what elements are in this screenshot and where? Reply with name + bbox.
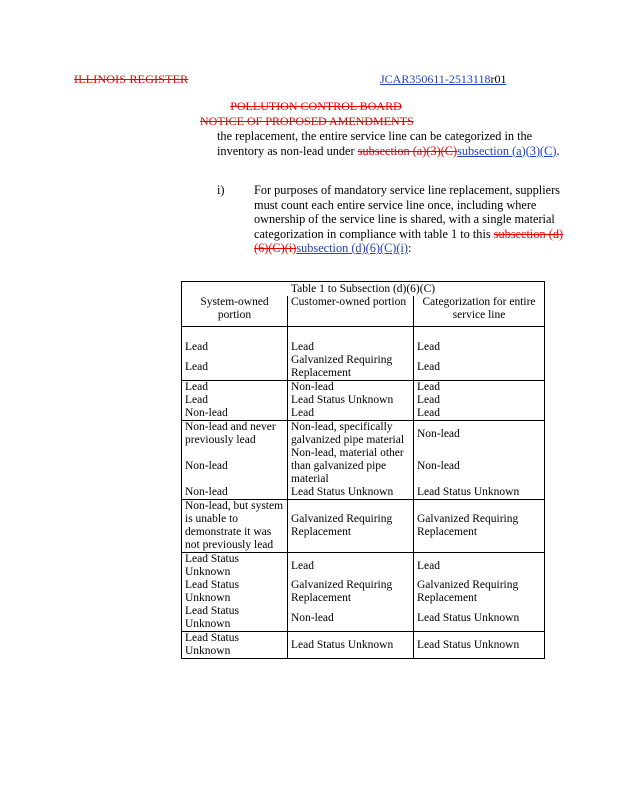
item-deleted-reference: subsection (d)(6)(C)(i) — [254, 226, 564, 255]
cell-categorization: Lead — [414, 553, 545, 580]
cell-categorization: Lead — [414, 394, 545, 407]
cell-system-owned: Non-lead — [182, 407, 288, 421]
table-row — [182, 500, 545, 553]
cell-customer-owned: Galvanized Requiring Replacement — [288, 354, 414, 381]
cell-system-owned: Lead Status Unknown — [182, 605, 288, 632]
cell-system-owned: Lead — [182, 381, 288, 395]
jcar-suffix: r01 — [490, 72, 507, 86]
cell-customer-owned: Non-lead — [288, 381, 414, 395]
header-system-owned: System-owned portion — [182, 296, 288, 327]
cell-categorization: Galvanized Requiring Replacement — [414, 579, 545, 605]
running-header-right — [380, 72, 506, 87]
cell-categorization: Non-lead — [414, 421, 545, 448]
cell-customer-owned: Non-lead, material other than galvanized pipe material — [288, 447, 414, 486]
table-row — [182, 327, 545, 355]
cell-system-owned: Lead Status Unknown — [182, 632, 288, 659]
cell-system-owned: Non-lead, but system is unable to demonstrate it was not previously lead — [182, 500, 288, 553]
cell-customer-owned: Non-lead — [288, 605, 414, 632]
cell-categorization: Lead Status Unknown — [414, 486, 545, 500]
table-row — [182, 553, 545, 580]
item-inserted-reference[interactable]: subsection (d)(6)(C)(i) — [296, 241, 409, 255]
item-end: : — [408, 241, 412, 255]
cell-customer-owned: Lead — [288, 407, 414, 421]
cell-categorization: Galvanized Requiring Replacement — [414, 500, 545, 553]
header-categorization: Categorization for entire service line — [414, 296, 545, 327]
cell-system-owned: Non-lead and never previously lead — [182, 421, 288, 448]
cell-system-owned: Lead — [182, 394, 288, 407]
continuation-paragraph — [217, 129, 567, 158]
cell-system-owned: Lead Status Unknown — [182, 553, 288, 580]
running-header-left: ILLINOIS REGISTER — [74, 72, 189, 86]
table-row — [182, 381, 545, 395]
header-customer-owned: Customer-owned portion — [288, 296, 414, 327]
table-row — [182, 579, 545, 605]
deleted-reference: subsection (a)(3)(C) — [357, 143, 458, 158]
cell-categorization: Lead — [414, 407, 545, 421]
board-title: POLLUTION CONTROL BOARD — [230, 99, 402, 113]
cell-customer-owned: Lead — [288, 553, 414, 580]
table-row — [182, 486, 545, 500]
table-row — [182, 632, 545, 659]
cell-system-owned: Lead Status Unknown — [182, 579, 288, 605]
cell-categorization: Lead Status Unknown — [414, 632, 545, 659]
cell-categorization: Lead — [414, 381, 545, 395]
item-number: i) — [217, 183, 225, 197]
item-i-text — [254, 183, 564, 256]
cell-customer-owned: Lead Status Unknown — [288, 486, 414, 500]
cell-system-owned: Lead — [182, 327, 288, 355]
table-row — [182, 394, 545, 407]
table-row — [182, 421, 545, 448]
notice-title: NOTICE OF PROPOSED AMENDMENTS — [200, 114, 414, 128]
cell-customer-owned: Lead Status Unknown — [288, 632, 414, 659]
jcar-code: JCAR350611-2513118 — [380, 72, 491, 86]
table-row — [182, 407, 545, 421]
cell-customer-owned: Galvanized Requiring Replacement — [288, 579, 414, 605]
paragraph-text: the replacement, the entire service line can be categorized in the inventory as non-lead under — [217, 129, 533, 158]
cell-customer-owned: Lead Status Unknown — [288, 394, 414, 407]
categorization-table — [181, 281, 545, 659]
table-row — [182, 605, 545, 632]
cell-customer-owned: Galvanized Requiring Replacement — [288, 500, 414, 553]
cell-system-owned: Non-lead — [182, 486, 288, 500]
cell-categorization: Lead — [414, 354, 545, 381]
paragraph-end: . — [556, 143, 560, 158]
item-body: For purposes of mandatory service line replacement, suppliers must count each entire service line once, including where ownership of the service line is shared, with a single material categorization in compliance with table 1 to this — [254, 183, 560, 241]
cell-categorization: Lead Status Unknown — [414, 605, 545, 632]
cell-categorization: Lead — [414, 327, 545, 355]
cell-customer-owned: Non-lead, specifically galvanized pipe material — [288, 421, 414, 448]
table-row — [182, 447, 545, 486]
inserted-reference[interactable]: subsection (a)(3)(C) — [457, 143, 557, 158]
cell-categorization: Non-lead — [414, 447, 545, 486]
cell-system-owned: Lead — [182, 354, 288, 381]
cell-customer-owned: Lead — [288, 327, 414, 355]
cell-system-owned: Non-lead — [182, 447, 288, 486]
table-caption: Table 1 to Subsection (d)(6)(C) — [182, 282, 545, 297]
table-row — [182, 354, 545, 381]
